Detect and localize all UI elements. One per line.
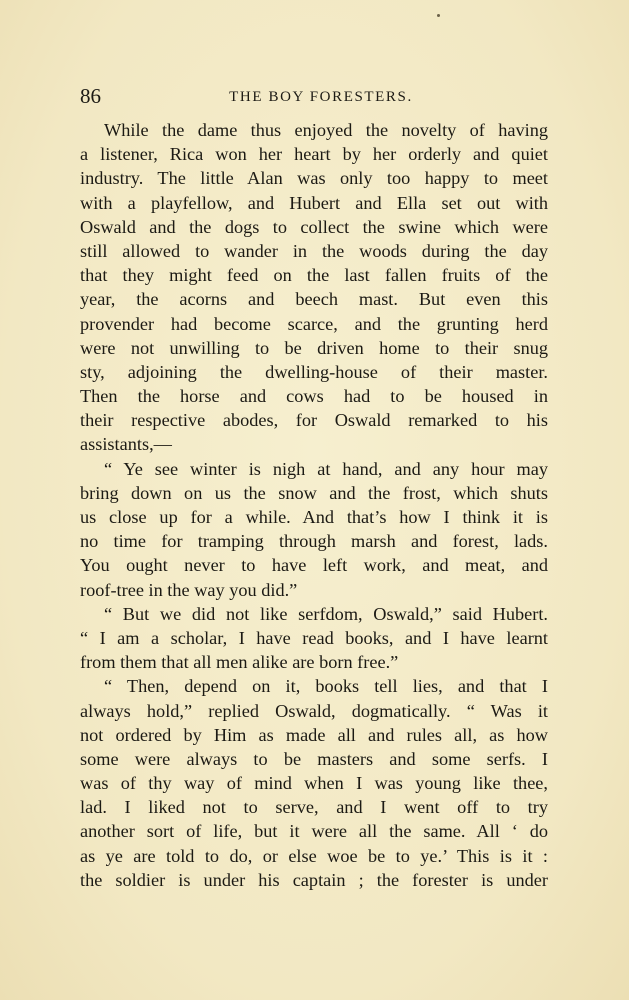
text-line: provender had become scarce, and the grunting herd (80, 313, 548, 334)
text-line: the soldier is under his captain ; the forester is under (80, 869, 548, 890)
text-line: a listener, Rica won her heart by her orderly and quiet (80, 144, 548, 165)
text-line: another sort of life, but it were all the same. All ‘ do (80, 821, 548, 842)
body-text (80, 118, 548, 892)
print-speck (437, 14, 440, 17)
text-line: roof-tree in the way you did.” (80, 579, 298, 600)
page-number: 86 (80, 84, 101, 108)
text-line: Then the horse and cows had to be housed in (80, 386, 548, 407)
text-line: that they might feed on the last fallen fruits of the (80, 265, 548, 286)
text-line: “ I am a scholar, I have read books, and I have learnt (80, 627, 548, 648)
text-line: lad. I liked not to serve, and I went off to try (80, 797, 548, 818)
text-line: always hold,” replied Oswald, dogmatically. “ Was it (80, 700, 548, 721)
text-line: You ought never to have left work, and meat, and (80, 555, 548, 576)
text-line: was of thy way of mind when I was young like thee, (80, 773, 548, 794)
text-line: their respective abodes, for Oswald remarked to his (80, 410, 548, 431)
text-line: were not unwilling to be driven home to their snug (80, 337, 548, 358)
text-line: year, the acorns and beech mast. But even this (80, 289, 548, 310)
text-line: industry. The little Alan was only too happy to meet (80, 168, 548, 189)
text-line: sty, adjoining the dwelling-house of their master. (80, 361, 548, 382)
text-line: with a playfellow, and Hubert and Ella set out with (80, 192, 548, 213)
running-title: THE BOY FORESTERS. (229, 89, 413, 105)
text-line: us close up for a while. And that’s how I think it is (80, 507, 548, 527)
text-line: no time for tramping through marsh and forest, lads. (80, 531, 548, 552)
text-line: from them that all men alike are born free.” (80, 652, 399, 673)
text-line: still allowed to wander in the woods during the day (80, 240, 548, 261)
text-line: While the dame thus enjoyed the novelty of having (104, 120, 548, 140)
text-line: “ But we did not like serfdom, Oswald,” said Hubert. (104, 603, 548, 624)
text-line: assistants,— (80, 434, 172, 455)
text-line: some were always to be masters and some serfs. I (80, 748, 548, 769)
text-line: “ Ye see winter is nigh at hand, and any hour may (104, 458, 548, 479)
text-line: “ Then, depend on it, books tell lies, and that I (104, 676, 548, 697)
text-line: not ordered by Him as made all and rules all, as how (80, 724, 548, 745)
text-line: Oswald and the dogs to collect the swine which were (80, 216, 548, 237)
text-line: bring down on us the snow and the frost, which shuts (80, 482, 548, 503)
page-header (80, 84, 548, 108)
text-line: as ye are told to do, or else woe be to ye.’ This is it : (80, 845, 548, 866)
